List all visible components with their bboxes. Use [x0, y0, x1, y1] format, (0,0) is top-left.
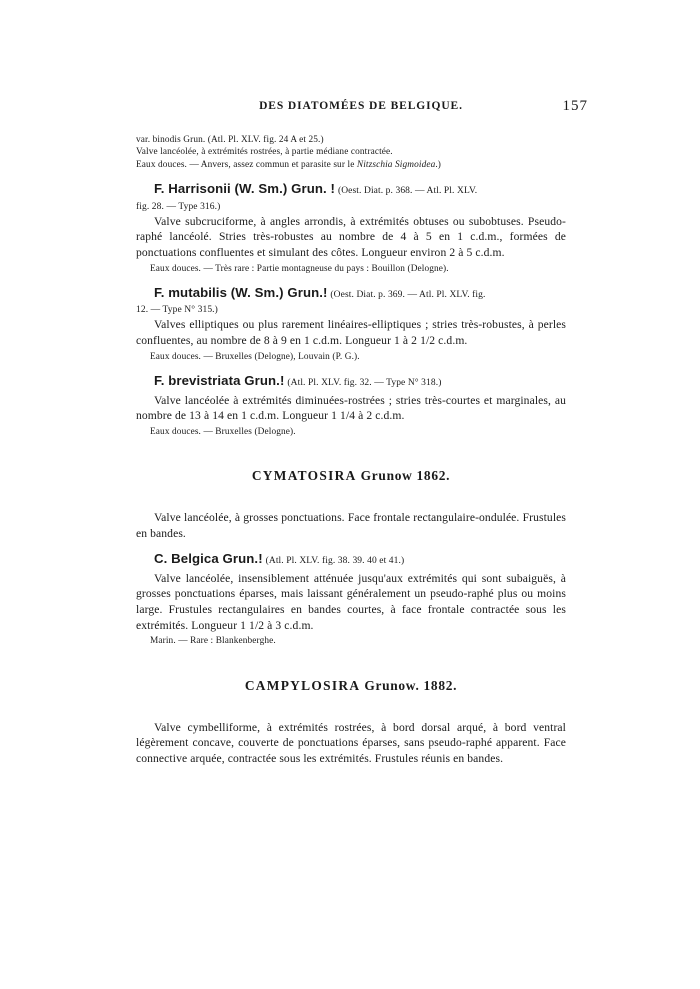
species-reference: (Atl. Pl. XLV. fig. 38. 39. 40 et 41.) — [265, 556, 405, 567]
genus-author: Grunow 1862. — [360, 468, 451, 484]
habitat-text: Eaux douces. — Bruxelles (Delogne). — [150, 426, 296, 437]
species-habitat-belgica — [136, 635, 566, 647]
species-description-brevistriata: Valve lancéolée à extrémités diminuées-rostrées ; stries très-courtes et marginales, au nombre de 13 à 14 en 1 c.d.m. Longueur 1 1/4 à 2 c.d.m. — [136, 393, 566, 423]
species-reference: (Oest. Diat. p. 369. — Atl. Pl. XLV. fig. — [330, 289, 486, 300]
page-number: 157 — [562, 98, 588, 114]
species-reference: (Atl. Pl. XLV. fig. 32. — Type N° 318.) — [287, 378, 442, 388]
species-habitat-harrisonii — [136, 263, 566, 275]
habitat-text: Marin. — Rare : Blankenberghe. — [150, 636, 276, 647]
genus-heading-campylosira — [136, 678, 566, 694]
species-reference-continued-harrisonii: fig. 28. — Type 316.) — [136, 201, 221, 212]
genus-name: CAMPYLOSIRA — [244, 677, 361, 693]
species-name: C. Belgica Grun.! — [154, 551, 263, 567]
species-description-belgica: Valve lancéolée, insensiblement atténuée jusqu'aux extrémités qui sont subaiguës, à grosses ponctuations éparses, mais laissant généralement un pseudo-raphé plus ou moins large. Frustules rectangulaires en bandes courtes, à face frontale contractée sous les extrémités. Longueur 1 1/2 à 3 c.d.m. — [136, 571, 566, 632]
species-heading-brevistriata — [136, 373, 566, 392]
species-habitat-mutabilis — [136, 351, 566, 363]
species-name: F. brevistriata Grun.! — [154, 373, 285, 388]
genus-author: Grunow. 1882. — [364, 677, 458, 693]
genus-heading-cymatosira — [136, 468, 566, 484]
page-content — [136, 98, 588, 766]
species-name: F. mutabilis (W. Sm.) Grun.! — [154, 284, 328, 300]
species-name: F. Harrisonii (W. Sm.) Grun. ! — [154, 181, 336, 197]
running-head-title: DES DIATOMÉES DE BELGIQUE. — [259, 100, 463, 112]
species-heading-belgica — [136, 551, 566, 570]
species-habitat-brevistriata — [136, 426, 566, 438]
species-heading-mutabilis — [136, 285, 566, 304]
varietal-note-block — [136, 134, 566, 171]
varietal-note-line-1: var. binodis Grun. (Atl. Pl. XLV. fig. 24 A et 25.) — [136, 135, 324, 145]
varietal-note-line-3: Eaux douces. — Anvers, assez commun et parasite sur le Nitzschia Sigmoidea.) — [136, 159, 442, 170]
species-description-mutabilis: Valves elliptiques ou plus rarement linéaires-elliptiques ; stries très-robustes, à perles confluentes, au nombre de 8 à 9 en 1 c.d.m. Longueur 1 à 2 1/2 c.d.m. — [136, 318, 566, 347]
genus-name: CYMATOSIRA — [251, 468, 357, 484]
species-heading-harrisonii — [136, 181, 566, 200]
species-reference-continued-mutabilis: 12. — Type N° 315.) — [136, 305, 218, 316]
species-reference: (Oest. Diat. p. 368. — Atl. Pl. XLV. — [337, 186, 478, 197]
habitat-text: Eaux douces. — Bruxelles (Delogne), Louvain (P. G.). — [150, 351, 360, 362]
varietal-note-line-2: Valve lancéolée, à extrémités rostrées, à partie médiane contractée. — [136, 147, 393, 158]
running-head — [136, 98, 588, 122]
species-description-harrisonii: Valve subcruciforme, à angles arrondis, à extrémités obtuses ou subobtuses. Pseudo-raphé lancéolé. Stries très-robustes au nombre de 4 à 5 en 1 c.d.m., formées de ponctuations confluentes et simulant des côtes. Longueur environ 2 à 5 c.d.m. — [136, 214, 566, 259]
genus-description-campylosira: Valve cymbelliforme, à extrémités rostrées, à bord dorsal arqué, à bord ventral légèrement concave, couverte de ponctuations éparses, sans pseudo-raphé apparent. Face connective arquée, contractée sous les extrémités. Frustules réunis en bandes. — [136, 720, 566, 765]
habitat-text: Eaux douces. — Très rare : Partie montagneuse du pays : Bouillon (Delogne). — [150, 263, 449, 274]
genus-description-cymatosira: Valve lancéolée, à grosses ponctuations. Face frontale rectangulaire-ondulée. Frustules en bandes. — [136, 511, 566, 540]
